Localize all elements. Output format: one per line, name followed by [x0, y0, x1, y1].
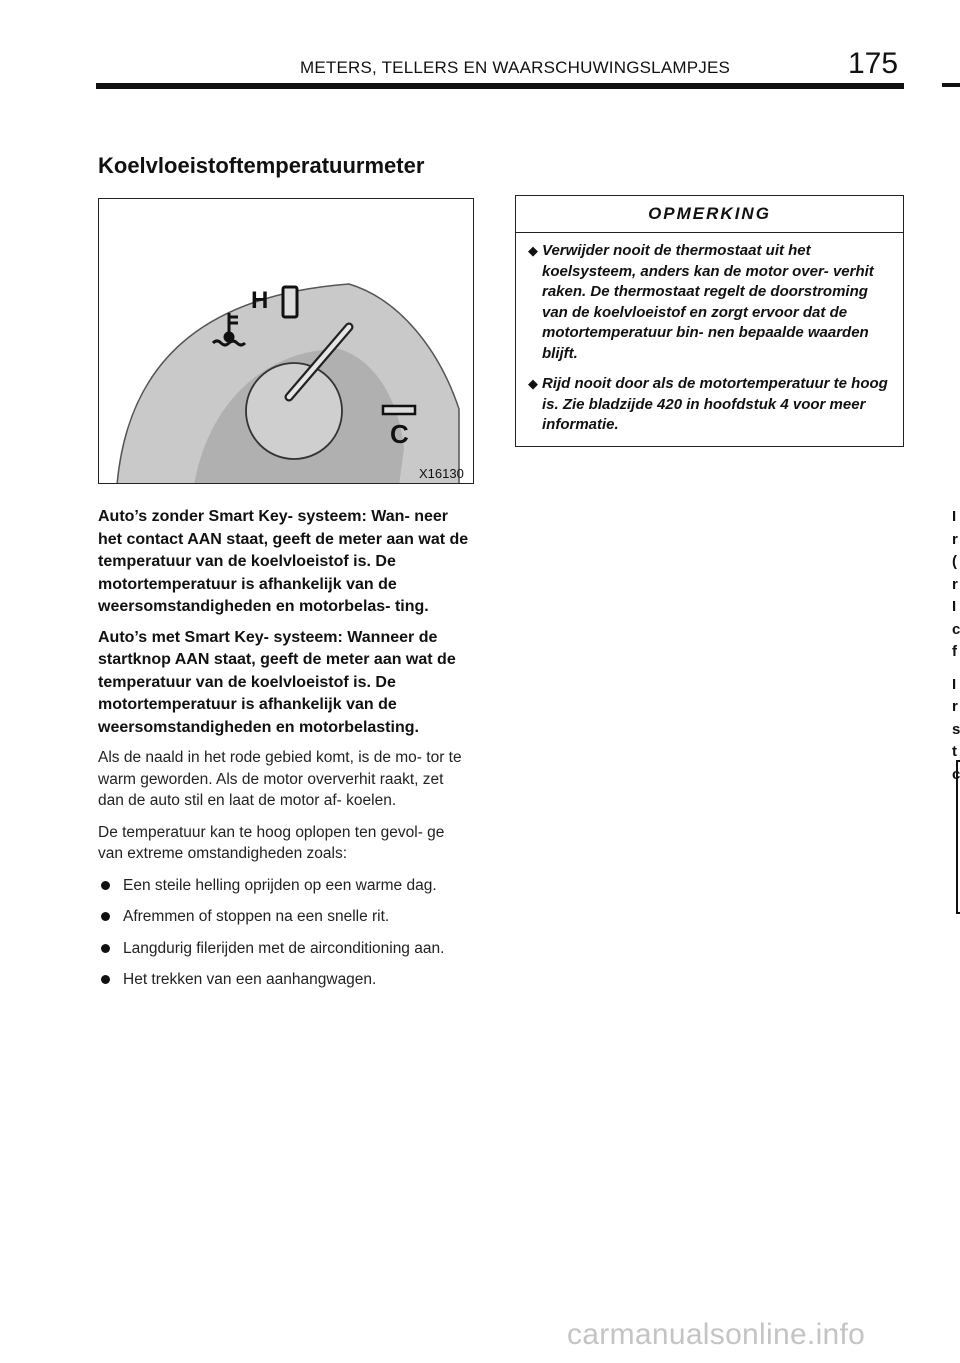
- header-rule: [96, 83, 904, 89]
- note-list: [516, 233, 903, 436]
- cold-marker: [383, 406, 415, 414]
- note-item: [516, 374, 893, 436]
- page-edge-mark: [942, 83, 960, 87]
- note-title: OPMERKING: [516, 196, 903, 233]
- temperature-gauge-figure: [98, 198, 474, 484]
- list-item: Een steile helling oprijden op een warme dag.: [98, 875, 470, 897]
- note-item-text: Rijd nooit door als de motortemperatuur te hoog is. Zie bladzijde 420 in hoofdstuk 4 voor meer informatie.: [542, 375, 888, 433]
- adjacent-page-fragments: I r ( r I c f I r s t c: [952, 508, 960, 783]
- conditions-list: [98, 875, 470, 991]
- cold-label: C: [390, 419, 409, 449]
- gauge-illustration: [99, 199, 474, 484]
- paragraph-with-smart-key: Auto’s met Smart Key- systeem: Wanneer de startknop AAN staat, geeft de meter aan wat de temperatuur van de koelvloeistof is. De motortemperatuur is afhankelijk van de weersomstandigheden en motorbelasting.: [98, 628, 456, 736]
- running-header-title: METERS, TELLERS EN WAARSCHUWINGSLAMPJES: [300, 58, 731, 77]
- list-item: Afremmen of stoppen na een snelle rit.: [98, 906, 470, 928]
- needle-pivot: [246, 363, 342, 459]
- note-box: [515, 195, 904, 447]
- note-item: [516, 241, 893, 364]
- bullet-icon: [101, 881, 110, 890]
- paragraph-conditions: De temperatuur kan te hoog oplopen ten gevol- ge van extreme omstandigheden zoals:: [98, 823, 445, 862]
- hot-marker: [283, 287, 297, 317]
- paragraph-overheat: Als de naald in het rode gebied komt, is de mo- tor te warm geworden. Als de motor oververhit raakt, zet dan de auto stil en laat de motor af- koelen.: [98, 749, 462, 809]
- list-item: Het trekken van een aanhangwagen.: [98, 969, 470, 991]
- note-item-text: Verwijder nooit de thermostaat uit het koelsysteem, anders kan de motor over- verhit raken. De thermostaat regelt de doorstroming van de koelvloeistof en zorgt ervoor dat de motortemperatuur bin- nen bepaalde waarden blijft.: [542, 242, 874, 362]
- diamond-bullet-icon: ◆: [528, 243, 538, 258]
- bullet-icon: [101, 944, 110, 953]
- watermark: carmanualsonline.info: [567, 1318, 866, 1351]
- bullet-icon: [101, 912, 110, 921]
- adjacent-page-box-edge: [956, 760, 960, 914]
- section-heading: Koelvloeistoftemperatuurmeter: [98, 153, 425, 178]
- hot-label: H: [251, 287, 269, 314]
- body-column: [98, 506, 470, 1001]
- bullet-icon: [101, 975, 110, 984]
- page-number: 175: [848, 47, 899, 80]
- figure-code: X16130: [419, 466, 464, 481]
- list-item: Langdurig filerijden met de airconditioning aan.: [98, 938, 470, 960]
- diamond-bullet-icon: ◆: [528, 376, 538, 391]
- paragraph-without-smart-key: Auto’s zonder Smart Key- systeem: Wan- neer het contact AAN staat, geeft de meter aan wat de temperatuur van de koelvloeistof is. De motortemperatuur is afhankelijk van de weersomstandigheden en motorbelas- ting.: [98, 508, 469, 615]
